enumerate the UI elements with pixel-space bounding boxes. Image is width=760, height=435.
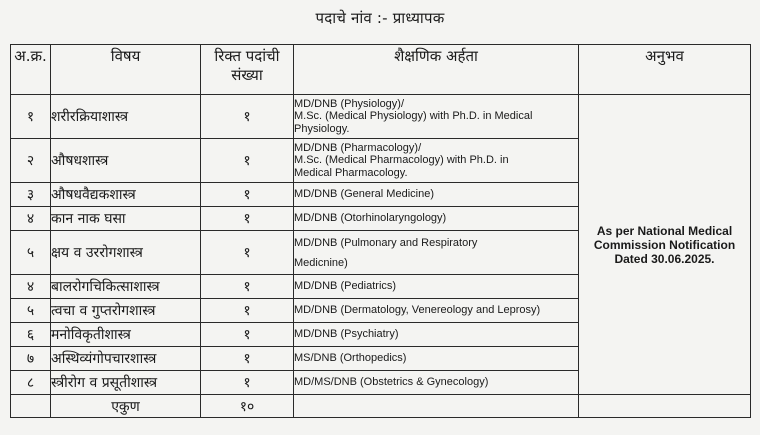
row-posts: १ <box>201 183 294 207</box>
row-qualification <box>294 299 579 323</box>
row-sr: ५ <box>11 299 51 323</box>
row-subject: क्षय व उररोगशास्त्र <box>51 231 201 275</box>
qualification-line: MD/DNB (General Medicine) <box>294 188 434 201</box>
header-subject: विषय <box>51 45 201 95</box>
row-subject: कान नाक घसा <box>51 207 201 231</box>
qualification-line: Medicnine) <box>294 256 348 269</box>
row-sr: ८ <box>11 371 51 395</box>
header-posts <box>201 45 294 95</box>
row-posts: १ <box>201 371 294 395</box>
qualification-line: M.Sc. (Medical Physiology) with Ph.D. in Medical <box>294 110 533 123</box>
row-qualification <box>294 323 579 347</box>
qualification-line: MD/DNB (Pharmacology)/ <box>294 141 422 154</box>
row-posts: १ <box>201 231 294 275</box>
qualification-line: MD/DNB (Dermatology, Venereology and Leprosy) <box>294 304 541 317</box>
row-posts: १ <box>201 95 294 139</box>
qualification-line: MD/DNB (Pulmonary and Respiratory <box>294 236 478 249</box>
row-qualification <box>294 95 579 139</box>
row-qualification <box>294 347 579 371</box>
total-label: एकुण <box>51 395 201 418</box>
header-row <box>11 45 751 95</box>
professor-posts-table <box>10 44 751 418</box>
row-posts: १ <box>201 275 294 299</box>
row-subject: शरीरक्रियाशास्त्र <box>51 95 201 139</box>
experience-line: Commission Notification <box>593 237 736 252</box>
row-sr: २ <box>11 139 51 183</box>
row-subject: त्वचा व गुप्तरोगशास्त्र <box>51 299 201 323</box>
qualification-line: Medical Pharmacology. <box>294 166 408 179</box>
experience-line: As per National Medical <box>596 223 733 238</box>
row-qualification <box>294 275 579 299</box>
row-posts: १ <box>201 207 294 231</box>
row-subject: अस्थिव्यंगोपचारशास्त्र <box>51 347 201 371</box>
qualification-line: MD/MS/DNB (Obstetrics & Gynecology) <box>294 376 489 389</box>
header-sr: अ.क्र. <box>11 45 51 95</box>
total-row <box>11 395 751 418</box>
row-sr: ४ <box>11 207 51 231</box>
header-experience: अनुभव <box>579 45 751 95</box>
qualification-line: MD/DNB (Physiology)/ <box>294 97 405 110</box>
row-subject: औषधवैद्यकशास्त्र <box>51 183 201 207</box>
row-qualification <box>294 231 579 275</box>
row-sr: १ <box>11 95 51 139</box>
row-sr: ३ <box>11 183 51 207</box>
row-subject: मनोविकृतीशास्त्र <box>51 323 201 347</box>
row-posts: १ <box>201 323 294 347</box>
total-posts: १० <box>201 395 294 418</box>
total-experience-empty <box>579 395 751 418</box>
total-qualification-empty <box>294 395 579 418</box>
qualification-line: MD/DNB (Otorhinolaryngology) <box>294 212 447 225</box>
row-posts: १ <box>201 139 294 183</box>
row-posts: १ <box>201 347 294 371</box>
table-row <box>11 95 751 139</box>
header-posts-line2: संख्या <box>231 66 263 84</box>
experience-cell <box>579 95 751 395</box>
row-qualification <box>294 139 579 183</box>
row-sr: ७ <box>11 347 51 371</box>
row-subject: औषधशास्त्र <box>51 139 201 183</box>
row-subject: स्त्रीरोग व प्रसूतीशास्त्र <box>51 371 201 395</box>
row-sr: ५ <box>11 231 51 275</box>
header-qualification: शैक्षणिक अर्हता <box>294 45 579 95</box>
row-sr: ४ <box>11 275 51 299</box>
qualification-line: M.Sc. (Medical Pharmacology) with Ph.D. in <box>294 154 509 167</box>
qualification-line: Physiology. <box>294 122 350 135</box>
qualification-line: MD/DNB (Psychiatry) <box>294 328 399 341</box>
total-sr-empty <box>11 395 51 418</box>
qualification-line: MD/DNB (Pediatrics) <box>294 280 397 293</box>
row-qualification <box>294 207 579 231</box>
row-posts: १ <box>201 299 294 323</box>
row-sr: ६ <box>11 323 51 347</box>
header-posts-line1: रिक्त पदांची <box>214 47 280 65</box>
row-subject: बालरोगचिकित्साशास्त्र <box>51 275 201 299</box>
row-qualification <box>294 183 579 207</box>
qualification-line: MS/DNB (Orthopedics) <box>294 352 407 365</box>
experience-line: Dated 30.06.2025. <box>614 251 715 266</box>
row-qualification <box>294 371 579 395</box>
page-title: पदाचे नांव :- प्राध्यापक <box>315 9 445 27</box>
